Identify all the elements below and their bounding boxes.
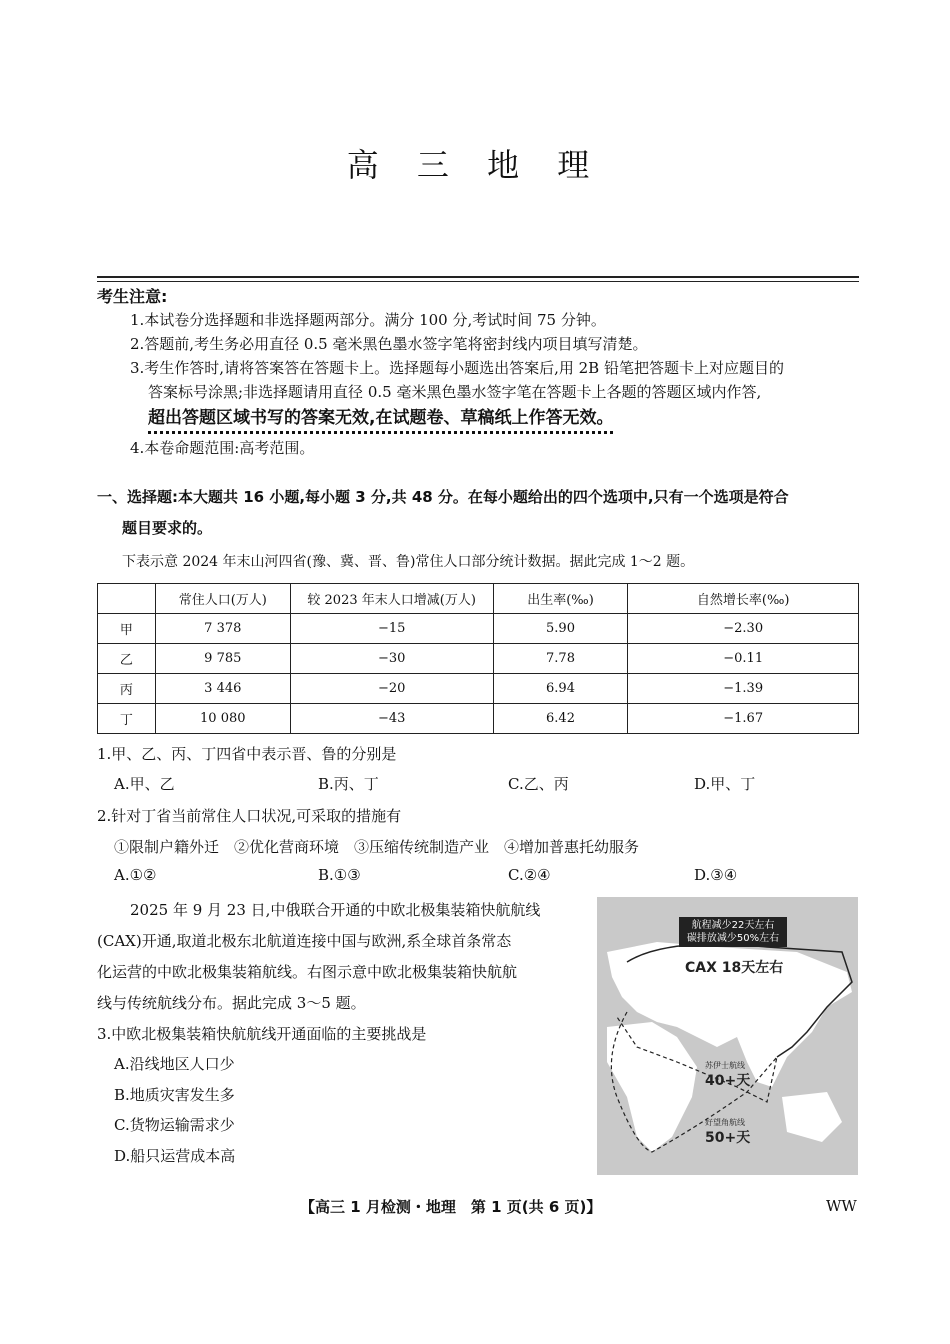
table-cell: 甲 [98, 614, 156, 644]
q2-option-d[interactable]: D.③④ [694, 866, 738, 884]
notice-heading: 考生注意: [97, 287, 168, 306]
q1-option-b[interactable]: B.丙、丁 [318, 775, 379, 793]
table-header: 自然增长率(‰) [628, 584, 859, 614]
table-header-row [98, 584, 859, 614]
q3-option-d[interactable]: D.船只运营成本高 [114, 1147, 236, 1165]
africa-landmass [607, 1022, 697, 1152]
passage-line: 化运营的中欧北极集装箱航线。右图示意中欧北极集装箱快航航 [97, 963, 518, 981]
callout-line: 航程减少22天左右 [691, 920, 775, 931]
q2-option-c[interactable]: C.②④ [508, 866, 551, 884]
population-table [97, 583, 859, 734]
shipping-route-map [597, 897, 858, 1175]
table-cell: −30 [290, 644, 493, 674]
table-cell: 7 378 [155, 614, 290, 644]
q3-option-b[interactable]: B.地质灾害发生多 [114, 1086, 235, 1104]
savings-callout [679, 917, 787, 947]
table-cell: 乙 [98, 644, 156, 674]
table-cell: −15 [290, 614, 493, 644]
suez-route-days: 40+天 [705, 1073, 751, 1089]
question-3-stem: 3.中欧北极集装箱快航航线开通面临的主要挑战是 [97, 1025, 427, 1043]
q1-option-d[interactable]: D.甲、丁 [694, 775, 756, 793]
cape-route-label: 好望角航线 [705, 1118, 745, 1127]
q1-option-a[interactable]: A.甲、乙 [114, 775, 175, 793]
page-title: 高 三 地 理 [346, 146, 604, 184]
question-2-stem: 2.针对丁省当前常住人口状况,可采取的措施有 [97, 807, 402, 825]
q2-option-a[interactable]: A.①② [114, 866, 157, 884]
notice-item-emphasis: 超出答题区域书写的答案无效,在试题卷、草稿纸上作答无效。 [148, 408, 614, 428]
table-cell: 丁 [98, 704, 156, 734]
section-heading: 一、选择题:本大题共 16 小题,每小题 3 分,共 48 分。在每小题给出的四个选项中,只有一个选项是符合 [97, 488, 789, 506]
passage-line: 2025 年 9 月 23 日,中俄联合开通的中欧北极集装箱快航航线 [130, 901, 541, 919]
cax-label: CAX 18天左右 [685, 960, 784, 976]
notice-item: 1.本试卷分选择题和非选择题两部分。满分 100 分,考试时间 75 分钟。 [130, 311, 606, 329]
passage-line: 线与传统航线分布。据此完成 3～5 题。 [97, 994, 366, 1012]
table-row [98, 704, 859, 734]
table-header: 常住人口(万人) [155, 584, 290, 614]
table-header: 出生率(‰) [493, 584, 628, 614]
table-row [98, 614, 859, 644]
table-cell: 7.78 [493, 644, 628, 674]
suez-route-label: 苏伊士航线 [705, 1061, 745, 1070]
table-row [98, 644, 859, 674]
callout-line: 碳排放减少50%左右 [686, 933, 780, 944]
footer-code: WW [826, 1197, 857, 1215]
cape-route-days: 50+天 [705, 1130, 751, 1146]
q3-option-c[interactable]: C.货物运输需求少 [114, 1116, 235, 1134]
notice-item: 答案标号涂黑;非选择题请用直径 0.5 毫米黑色墨水签字笔在答题卡上各题的答题区域内作答, [148, 383, 762, 401]
table-cell: 丙 [98, 674, 156, 704]
table-cell: −2.30 [628, 614, 859, 644]
table-header [98, 584, 156, 614]
notice-item: 3.考生作答时,请将答案答在答题卡上。选择题每小题选出答案后,用 2B 铅笔把答题卡上对应题目的 [130, 359, 784, 377]
table-header: 较 2023 年末人口增减(万人) [290, 584, 493, 614]
divider [97, 281, 859, 282]
q2-option-b[interactable]: B.①③ [318, 866, 361, 884]
q3-option-a[interactable]: A.沿线地区人口少 [114, 1055, 235, 1073]
notice-item: 2.答题前,考生务必用直径 0.5 毫米黑色墨水签字笔将密封线内项目填写清楚。 [130, 335, 648, 353]
q1-option-c[interactable]: C.乙、丙 [508, 775, 569, 793]
table-cell: 6.42 [493, 704, 628, 734]
table-cell: −43 [290, 704, 493, 734]
table-cell: −20 [290, 674, 493, 704]
divider [97, 276, 859, 278]
table-cell: 5.90 [493, 614, 628, 644]
table-row [98, 674, 859, 704]
page-footer: 【高三 1 月检测・地理 第 1 页(共 6 页)】 [300, 1198, 602, 1216]
australia-landmass [782, 1092, 842, 1142]
table-intro: 下表示意 2024 年末山河四省(豫、冀、晋、鲁)常住人口部分统计数据。据此完成 1～2 题。 [122, 554, 695, 570]
question-1-stem: 1.甲、乙、丙、丁四省中表示晋、鲁的分别是 [97, 745, 397, 763]
table-cell: 3 446 [155, 674, 290, 704]
table-cell: −0.11 [628, 644, 859, 674]
table-cell: 10 080 [155, 704, 290, 734]
table-cell: −1.67 [628, 704, 859, 734]
table-cell: 9 785 [155, 644, 290, 674]
passage-line: (CAX)开通,取道北极东北航道连接中国与欧洲,系全球首条常态 [97, 932, 512, 950]
q2-measures: ①限制户籍外迁 ②优化营商环境 ③压缩传统制造产业 ④增加普惠托幼服务 [114, 838, 640, 856]
table-cell: −1.39 [628, 674, 859, 704]
section-heading-cont: 题目要求的。 [122, 519, 213, 537]
table-cell: 6.94 [493, 674, 628, 704]
notice-item: 4.本卷命题范围:高考范围。 [130, 439, 315, 457]
